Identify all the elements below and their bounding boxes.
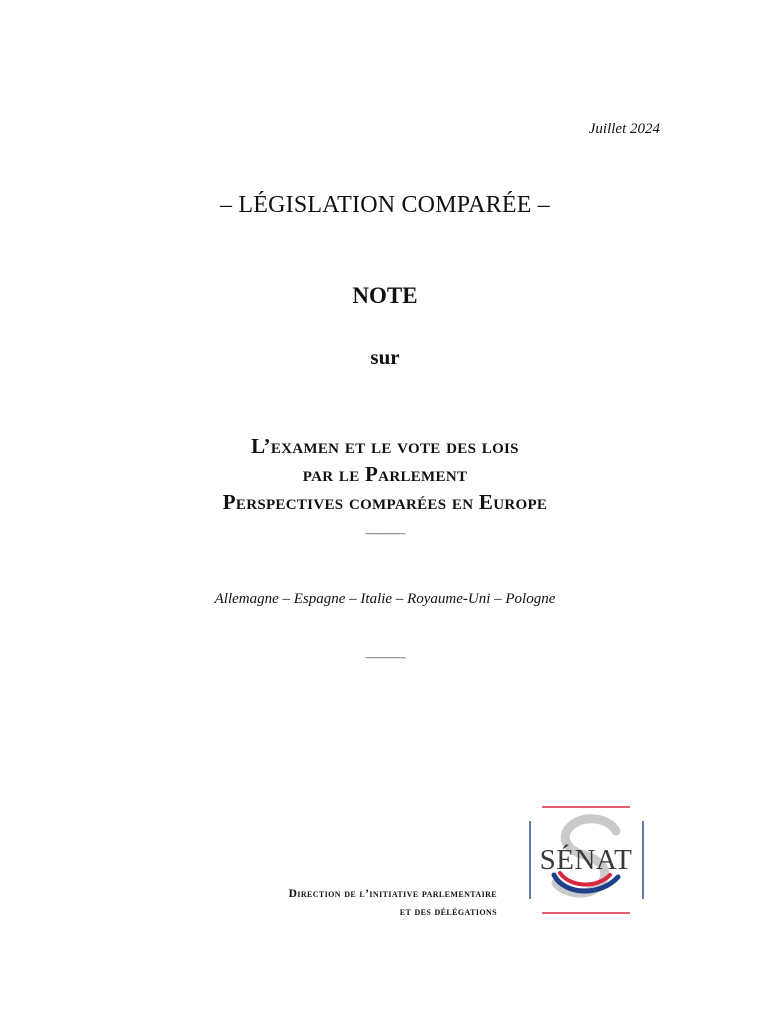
title-line-2: par le Parlement [302,462,468,486]
preposition-label: sur [370,345,400,369]
publication-date: Juillet 2024 [588,121,660,137]
direction-line-1: Direction de l’initiative parlementaire [288,888,497,900]
direction-line-2: et des délégations [399,906,497,918]
title-line-3: Perspectives comparées en Europe [222,490,548,514]
section-heading: – LÉGISLATION COMPARÉE – [220,192,550,218]
document-title [0,432,770,516]
countries-list: Allemagne – Espagne – Italie – Royaume-Uni – Pologne [214,591,556,607]
title-line-1: L’examen et le vote des lois [251,434,519,458]
document-type: NOTE [352,283,418,308]
title-separator: ——— [365,526,405,541]
issuing-directorate [289,885,497,921]
countries-separator: ——— [365,650,405,665]
logo-text: SÉNAT [539,844,633,876]
senat-logo [528,803,646,917]
